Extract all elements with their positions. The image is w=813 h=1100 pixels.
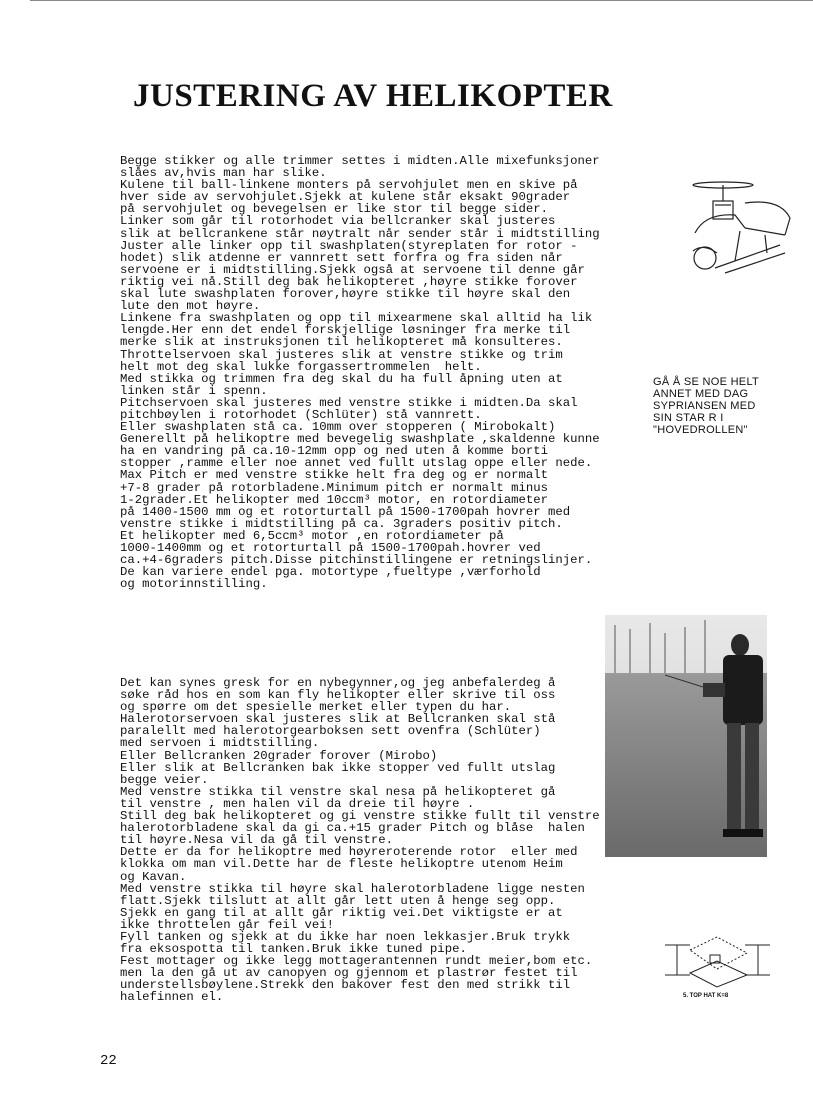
photo-caption: GÅ Å SE NOE HELT ANNET MED DAG SYPRIANSEN MED SIN STAR R I "HOVEDROLLEN" bbox=[653, 376, 760, 436]
page-number: 22 bbox=[100, 1053, 117, 1069]
body-text-section-1: Begge stikker og alle trimmer settes i midten.Alle mixefunksjoner slåes av,hvis man har slike. Kulene til ball-linkene monters på servohjulet men en skive på hver side av servohjulet.Sjekk at kulene står eksakt 90grader på servohjulet og bevegelsen er like stor til begge sider. Linker som går til rotorhodet via bellcranker skal justeres slik at bellcrankene står nøytralt når sender står i midtstilling Juster alle linker opp til swashplaten(styreplaten for rotor - hodet) slik atdenne er vannrett sett forfra og fra siden når servoene er i midtstilling.Sjekk også at servoene til denne går riktig vei nå.Still deg bak helikopteret ,høyre stikke forover skal lute swashplaten forover,høyre stikke til høyre skal den lute den mot høyre. Linkene fra swashplaten og opp til mixearmene skal alltid ha lik lengde.Her enn det endel forskjellige løsninger fra merke til merke slik at instruksjonen til helikopteret må konsulteres. Throttelservoen skal justeres slik at venstre stikke og trim helt mot deg skal lukke forgassertrommelen helt. Med stikka og trimmen fra deg skal du ha full åpning uten at linken står i spenn. Pitchservoen skal justeres med venstre stikke i midten.Da skal pitchbøylen i rotorhodet (Schlüter) stå vannrett. Eller swashplaten stå ca. 10mm over stopperen ( Mirobokalt) Generellt på helikoptre med bevegelig swashplate ,skaldenne kunne ha en vandring på ca.10-12mm opp og ned uten å komme borti stopper ,ramme eller noe annet ved fullt utslag oppe eller nede. Max Pitch er med venstre stikke helt fra deg og er normalt +7-8 grader på rotorbladene.Minimum pitch er normalt minus 1-2grader.Et helikopter med 10ccm³ motor, en rotordiameter på 1400-1500 mm og et rotorturtall på 1500-1700pah hovrer med venstre stikke i midtstilling på ca. 3graders positiv pitch. Et helikopter med 6,5ccm³ motor ,en rotordiameter på 1000-1400mm og et rotorturtall på 1500-1700pah.hovrer ved ca.+4-6graders pitch.Disse pitchinstillingene er retningslinjer. De kan variere endel pga. motortype ,fueltype ,værforhold og motorinnstilling. bbox=[120, 154, 600, 592]
top-border-line bbox=[30, 0, 813, 1]
page-title: JUSTERING AV HELIKOPTER bbox=[133, 78, 613, 114]
pilot-photo bbox=[605, 615, 767, 857]
diagram-caption: 5. TOP HAT K=8 bbox=[683, 993, 729, 999]
body-text-section-2: Det kan synes gresk for en nybegynner,og jeg anbefalerdeg å søke råd hos en som kan fly helikopter eller skrive til oss og spørre om det spesielle merket eller typen du har. Halerotorservoen skal justeres slik at Bellcranken skal stå paralellt med halerotorgearboksen sett ovenfra (Schlüter) med servoen i midtstilling. Eller Bellcranken 20grader forover (Mirobo) Eller slik at Bellcranken bak ikke stopper ved fullt utslag begge veier. Med venstre stikka til venstre skal nesa på helikopteret gå til venstre , men halen vil da dreie til høyre . Still deg bak helikopteret og gi venstre stikke fullt til venstre halerotorbladene skal da gi ca.+15 grader Pitch og blåse halen til høyre.Nesa vil da gå til venstre. Dette er da for helikoptre med høyreroterende rotor eller med klokka om man vil.Dette har de fleste helikoptre utenom Heim og Kavan. Med venstre stikka til høyre skal halerotorbladene ligge nesten flatt.Sjekk tilslutt at allt går lett uten å henge seg opp. Sjekk en gang til at allt går riktig vei.Det viktigste er at ikke throttelen går feil vei! Fyll tanken og sjekk at du ikke har noen lekkasjer.Bruk trykk fra eksospotta til tanken.Bruk ikke tuned pipe. Fest mottager og ikke legg mottagerantennen rundt meier,bom etc. men la den gå ut av canopyen og gjennom et plastrør festet til understellsbøylene.Strekk den bakover fest den med strikk til halefinnen el. bbox=[120, 676, 600, 1005]
helicopter-sketch-illustration bbox=[685, 173, 795, 283]
top-hat-diagram bbox=[655, 925, 780, 995]
